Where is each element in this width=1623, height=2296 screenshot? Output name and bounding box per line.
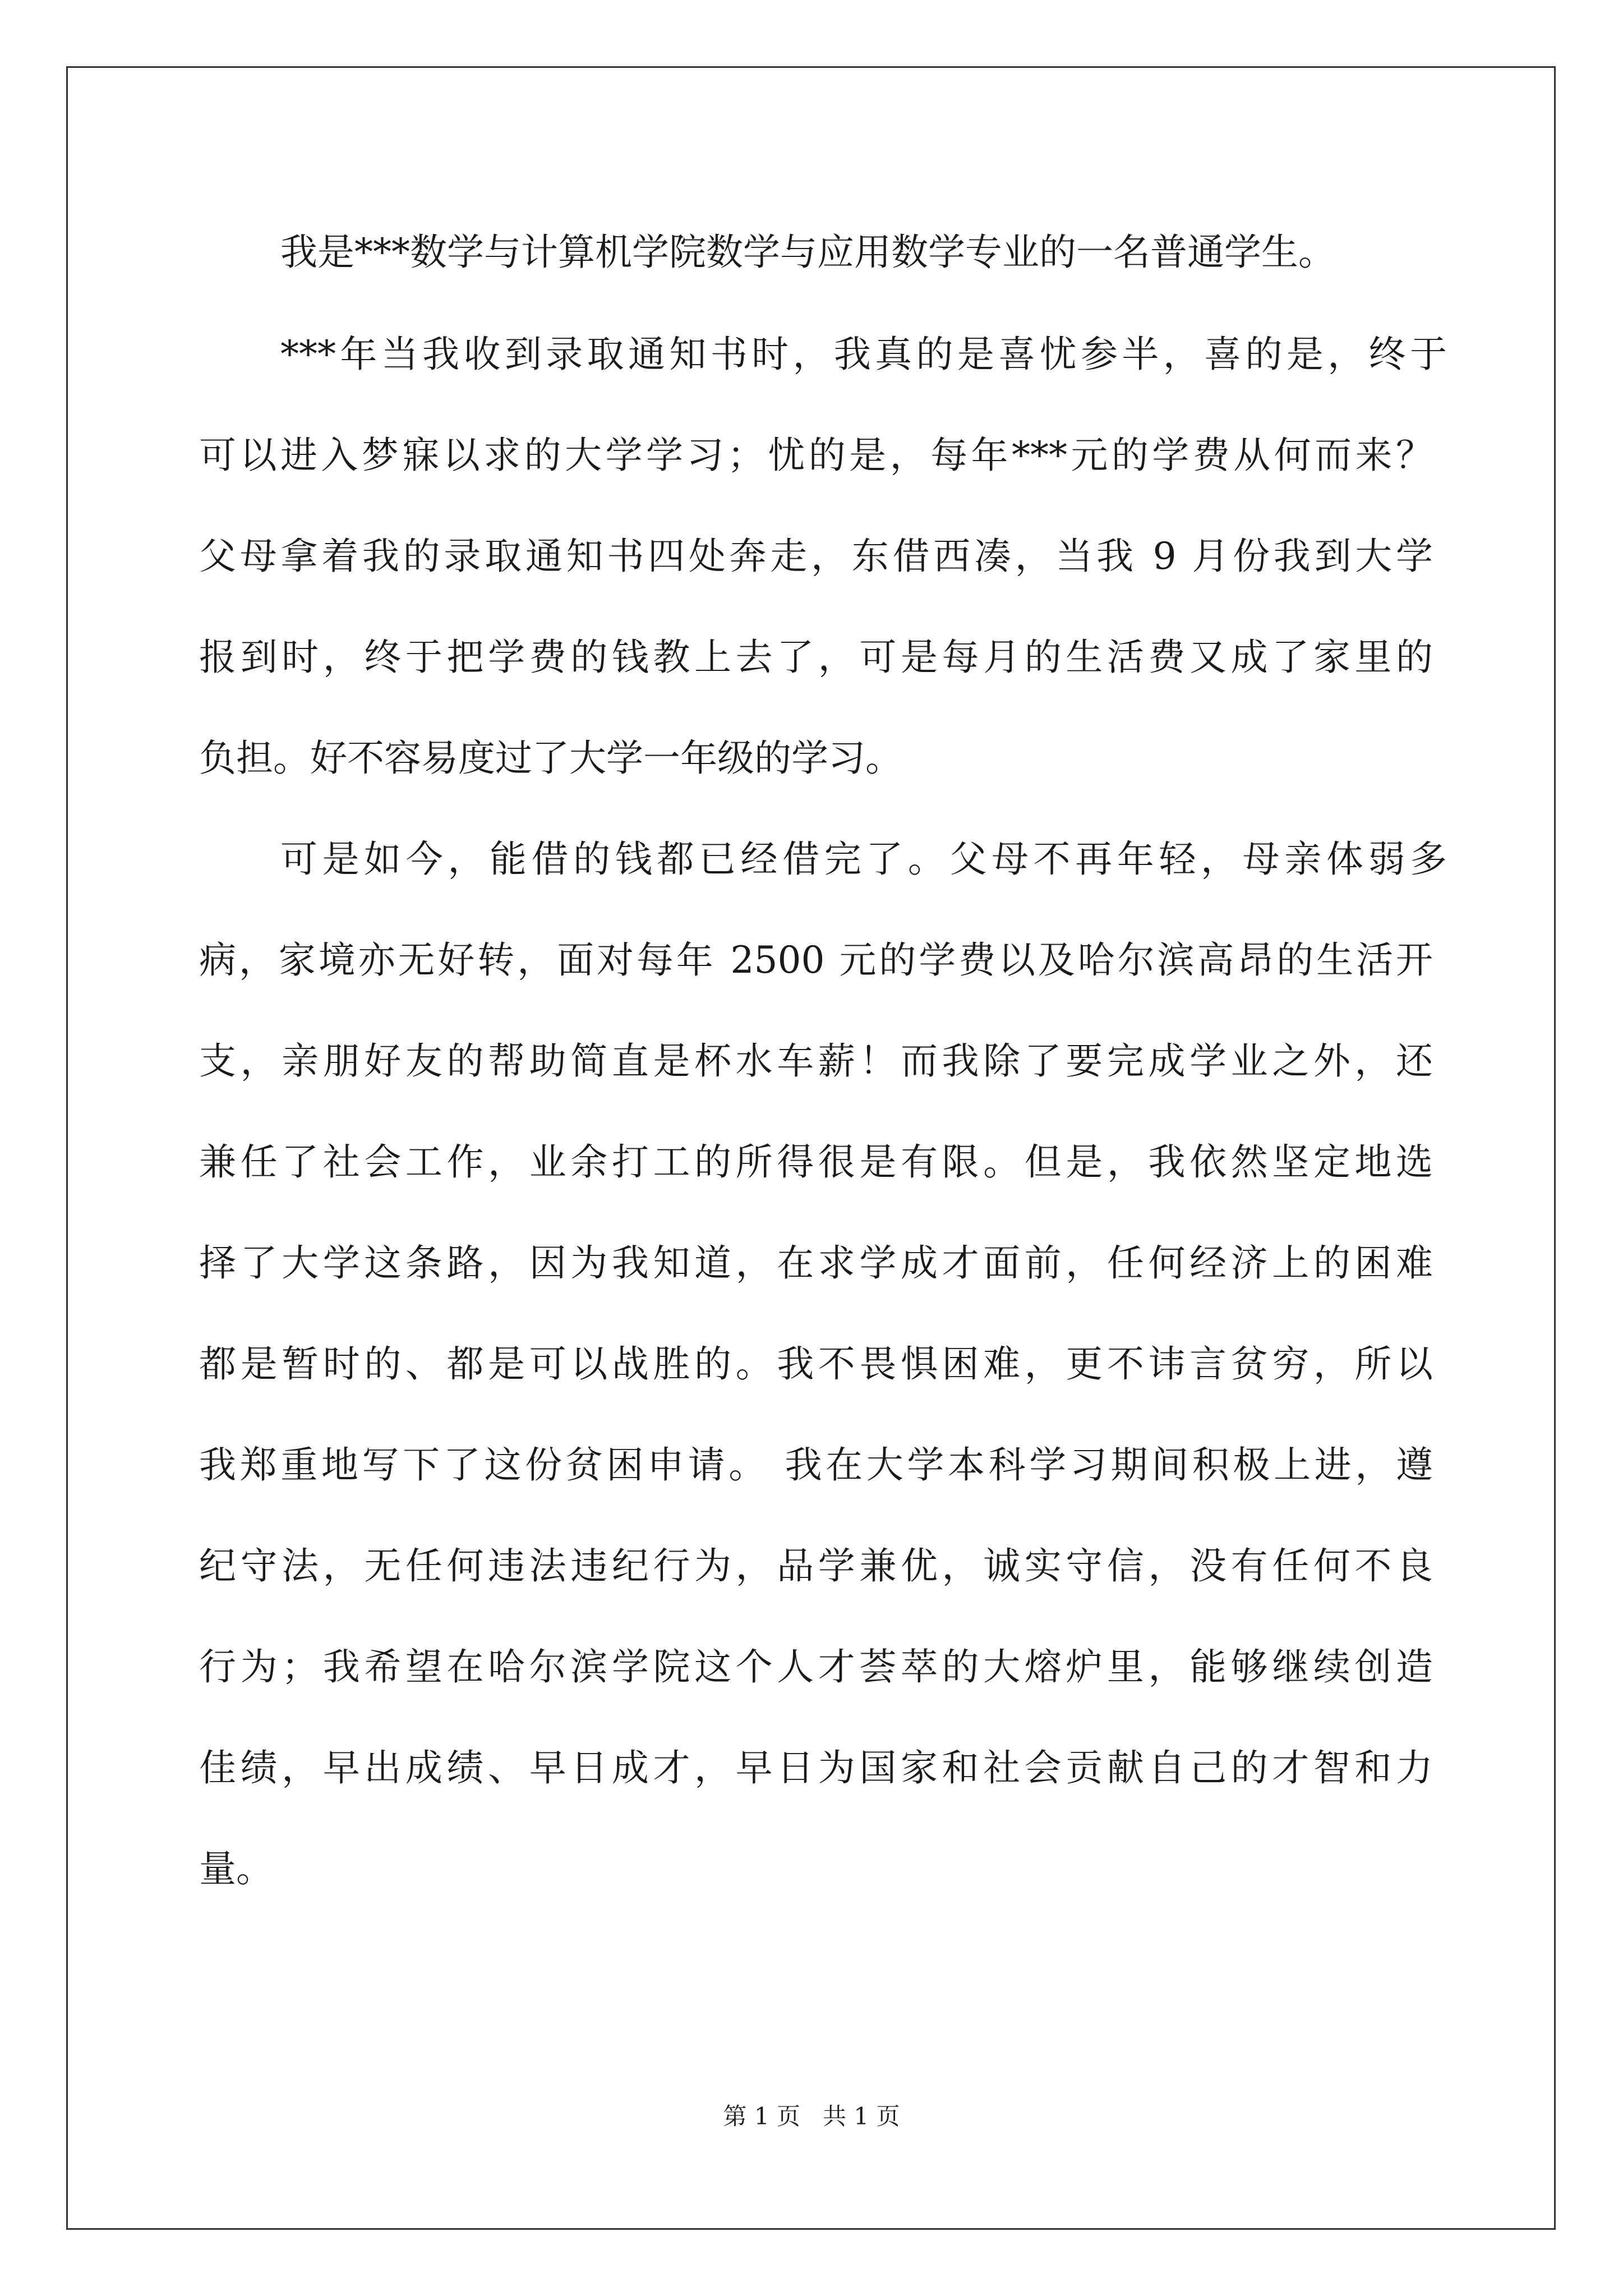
paragraph-3-line-4: 兼任了社会工作，业余打工的所得很是有限。但是，我依然坚定地选 (199, 1140, 1433, 1184)
paragraph-3-line-2: 病，家境亦无好转，面对每年 2500 元的学费以及哈尔滨高昂的生活开 (199, 938, 1433, 982)
paragraph-3-line-5: 择了大学这条路，因为我知道，在求学成才面前，任何经济上的困难 (199, 1241, 1433, 1285)
paragraph-3-line-7: 我郑重地写下了这份贫困申请。 我在大学本科学习期间积极上进，遵 (199, 1443, 1433, 1487)
paragraph-2-line-2: 可以进入梦寐以求的大学学习；忧的是，每年***元的学费从何而来？ (199, 434, 1433, 477)
paragraph-2-line-4: 报到时，终于把学费的钱教上去了，可是每月的生活费又成了家里的 (199, 636, 1433, 679)
paragraph-2-line-3: 父母拿着我的录取通知书四处奔走，东借西凑，当我 9 月份我到大学 (199, 535, 1433, 578)
paragraph-3-line-9: 行为；我希望在哈尔滨学院这个人才荟萃的大熔炉里，能够继续创造 (199, 1645, 1433, 1688)
paragraph-2-line-1: ***年当我收到录取通知书时，我真的是喜忧参半，喜的是，终于 (280, 333, 1447, 376)
paragraph-3-line-1: 可是如今，能借的钱都已经借完了。父母不再年轻，母亲体弱多 (280, 838, 1447, 881)
paragraph-2-line-5: 负担。好不容易度过了大学一年级的学习。 (199, 737, 902, 780)
paragraph-1-line-1: 我是***数学与计算机学院数学与应用数学专业的一名普通学生。 (280, 231, 1335, 274)
paragraph-3-line-3: 支，亲朋好友的帮助简直是杯水车薪！而我除了要完成学业之外，还 (199, 1039, 1433, 1083)
paragraph-3-line-11: 量。 (199, 1847, 273, 1890)
paragraph-3-line-6: 都是暂时的、都是可以战胜的。我不畏惧困难，更不讳言贫穷，所以 (199, 1342, 1433, 1386)
paragraph-3-line-10: 佳绩，早出成绩、早日成才，早日为国家和社会贡献自己的才智和力 (199, 1746, 1433, 1789)
paragraph-3-line-8: 纪守法，无任何违法违纪行为，品学兼优，诚实守信，没有任何不良 (199, 1544, 1433, 1588)
page-footer: 第 1 页 共 1 页 (723, 2102, 900, 2130)
